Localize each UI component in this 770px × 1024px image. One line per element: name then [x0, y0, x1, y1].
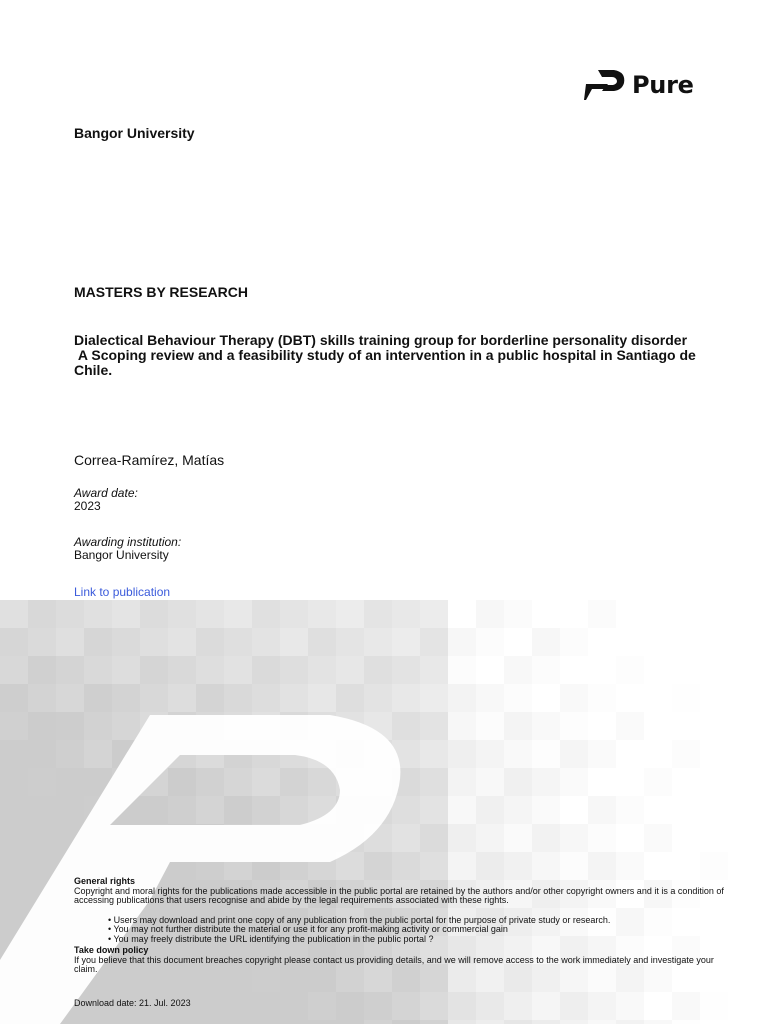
download-date: Download date: 21. Jul. 2023	[74, 998, 191, 1008]
takedown-body: If you believe that this document breaches copyright please contact us providing details, and we will remove access to the work immediately and investigate your claim.	[74, 954, 714, 974]
pure-logo-icon	[584, 68, 628, 102]
award-date	[74, 487, 138, 513]
awarding-institution-label: Awarding institution:	[74, 535, 182, 549]
general-rights-body: Copyright and moral rights for the publications made accessible in the public portal are retained by the authors and/or other copyright owners and it is a condition of accessing publications that users recognise and abide by the legal requirements associated with these rights.	[74, 885, 724, 905]
awarding-institution	[74, 536, 181, 562]
institution-name: Bangor University	[74, 125, 195, 141]
author-name: Correa-Ramírez, Matías	[74, 452, 225, 468]
publication-link[interactable]: Link to publication	[74, 585, 171, 599]
thesis-title	[74, 333, 714, 378]
rights-bullet-list	[108, 916, 724, 945]
thesis-title-line2: A Scoping review and a feasibility study of an intervention in a public hospital in Santiago de Chile.	[74, 347, 700, 378]
general-rights-heading: General rights	[74, 876, 136, 886]
rights-bullet: • Users may download and print one copy of any publication from the public portal for the purpose of private study or research.	[108, 916, 724, 926]
rights-section	[74, 877, 724, 975]
takedown-heading: Take down policy	[74, 945, 149, 955]
thesis-title-line1: Dialectical Behaviour Therapy (DBT) skills training group for borderline personality disorder	[74, 332, 688, 348]
pure-logo-text: Pure	[632, 71, 694, 99]
award-date-value: 2023	[74, 499, 101, 513]
awarding-institution-value: Bangor University	[74, 548, 169, 562]
degree-type: MASTERS BY RESEARCH	[74, 284, 248, 300]
rights-bullet: • You may freely distribute the URL identifying the publication in the public portal ?	[108, 935, 724, 945]
award-date-label: Award date:	[74, 486, 138, 500]
rights-bullet: • You may not further distribute the material or use it for any profit-making activity or commercial gain	[108, 925, 724, 935]
pure-logo	[584, 68, 694, 102]
